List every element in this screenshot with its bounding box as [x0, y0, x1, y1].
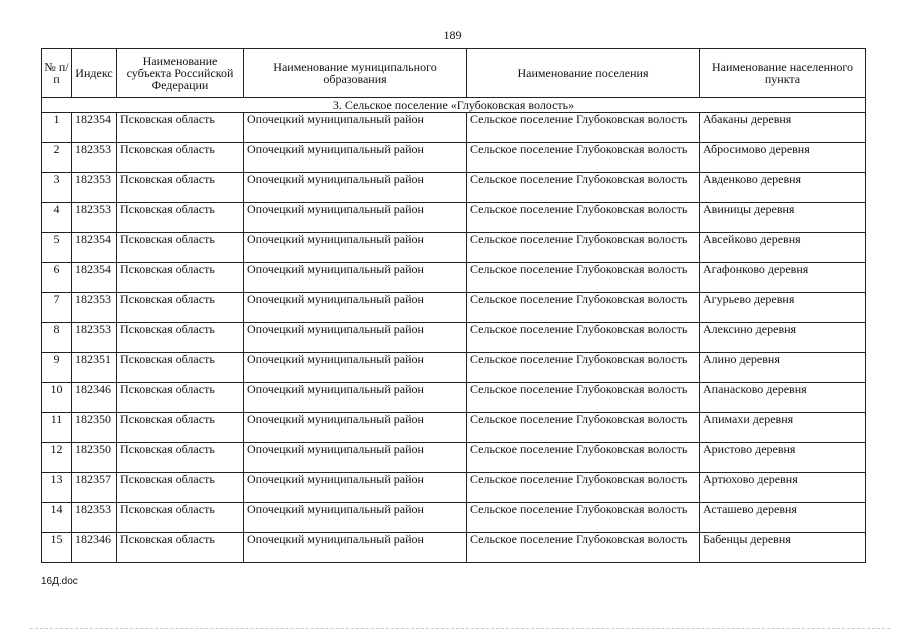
- cell-index: 182353: [72, 323, 117, 353]
- cell-settlement: Сельское поселение Глубоковская волость: [467, 293, 700, 323]
- cell-settlement: Сельское поселение Глубоковская волость: [467, 443, 700, 473]
- cell-locality: Авденково деревня: [700, 173, 866, 203]
- table-row: [42, 443, 866, 473]
- header-settlement: Наименование поселения: [467, 49, 700, 98]
- cell-subject: Псковская область: [117, 263, 244, 293]
- header-subject: Наименование субъекта Российской Федерации: [117, 49, 244, 98]
- cell-locality: Аристово деревня: [700, 443, 866, 473]
- cell-subject: Псковская область: [117, 293, 244, 323]
- table-row: [42, 533, 866, 563]
- cell-locality: Апанасково деревня: [700, 383, 866, 413]
- cell-municipality: Опочецкий муниципальный район: [244, 353, 467, 383]
- table-row: [42, 203, 866, 233]
- cell-locality: Авиницы деревня: [700, 203, 866, 233]
- cell-settlement: Сельское поселение Глубоковская волость: [467, 203, 700, 233]
- cell-locality: Абросимово деревня: [700, 143, 866, 173]
- cell-index: 182353: [72, 503, 117, 533]
- cell-settlement: Сельское поселение Глубоковская волость: [467, 473, 700, 503]
- cell-municipality: Опочецкий муниципальный район: [244, 383, 467, 413]
- settlements-table: [41, 48, 866, 563]
- cell-subject: Псковская область: [117, 443, 244, 473]
- cell-locality: Бабенцы деревня: [700, 533, 866, 563]
- cell-locality: Апимахи деревня: [700, 413, 866, 443]
- cell-index: 182353: [72, 203, 117, 233]
- cell-settlement: Сельское поселение Глубоковская волость: [467, 113, 700, 143]
- table-header-row: [42, 49, 866, 98]
- cell-subject: Псковская область: [117, 353, 244, 383]
- cell-no: 14: [42, 503, 72, 533]
- cell-index: 182353: [72, 173, 117, 203]
- table-row: [42, 503, 866, 533]
- cell-municipality: Опочецкий муниципальный район: [244, 203, 467, 233]
- section-row: [42, 98, 866, 113]
- cell-subject: Псковская область: [117, 173, 244, 203]
- cell-index: 182351: [72, 353, 117, 383]
- cell-municipality: Опочецкий муниципальный район: [244, 293, 467, 323]
- scan-artifact-line: [30, 628, 890, 629]
- cell-subject: Псковская область: [117, 113, 244, 143]
- cell-municipality: Опочецкий муниципальный район: [244, 473, 467, 503]
- cell-no: 7: [42, 293, 72, 323]
- cell-locality: Агурьево деревня: [700, 293, 866, 323]
- cell-subject: Псковская область: [117, 233, 244, 263]
- cell-municipality: Опочецкий муниципальный район: [244, 263, 467, 293]
- cell-settlement: Сельское поселение Глубоковская волость: [467, 353, 700, 383]
- section-title: 3. Сельское поселение «Глубоковская волость»: [42, 98, 866, 113]
- table-row: [42, 263, 866, 293]
- cell-no: 9: [42, 353, 72, 383]
- cell-settlement: Сельское поселение Глубоковская волость: [467, 263, 700, 293]
- table-row: [42, 113, 866, 143]
- cell-locality: Алино деревня: [700, 353, 866, 383]
- cell-municipality: Опочецкий муниципальный район: [244, 533, 467, 563]
- cell-settlement: Сельское поселение Глубоковская волость: [467, 233, 700, 263]
- cell-no: 8: [42, 323, 72, 353]
- cell-municipality: Опочецкий муниципальный район: [244, 143, 467, 173]
- cell-index: 182354: [72, 263, 117, 293]
- cell-no: 11: [42, 413, 72, 443]
- cell-settlement: Сельское поселение Глубоковская волость: [467, 143, 700, 173]
- cell-locality: Авсейково деревня: [700, 233, 866, 263]
- cell-subject: Псковская область: [117, 203, 244, 233]
- header-locality: Наименование населенного пункта: [700, 49, 866, 98]
- cell-no: 13: [42, 473, 72, 503]
- cell-index: 182357: [72, 473, 117, 503]
- cell-index: 182350: [72, 443, 117, 473]
- cell-index: 182350: [72, 413, 117, 443]
- page-number: 189: [443, 28, 462, 42]
- cell-no: 10: [42, 383, 72, 413]
- table-row: [42, 323, 866, 353]
- table-row: [42, 413, 866, 443]
- cell-index: 182354: [72, 113, 117, 143]
- cell-no: 6: [42, 263, 72, 293]
- cell-municipality: Опочецкий муниципальный район: [244, 233, 467, 263]
- header-municipality: Наименование муниципального образования: [244, 49, 467, 98]
- cell-subject: Псковская область: [117, 413, 244, 443]
- cell-locality: Асташево деревня: [700, 503, 866, 533]
- table-row: [42, 233, 866, 263]
- footer-doc-filename: 16Д.doc: [41, 576, 78, 587]
- cell-subject: Псковская область: [117, 533, 244, 563]
- cell-settlement: Сельское поселение Глубоковская волость: [467, 533, 700, 563]
- header-index: Индекс: [72, 49, 117, 98]
- cell-no: 3: [42, 173, 72, 203]
- cell-municipality: Опочецкий муниципальный район: [244, 413, 467, 443]
- cell-settlement: Сельское поселение Глубоковская волость: [467, 173, 700, 203]
- cell-municipality: Опочецкий муниципальный район: [244, 323, 467, 353]
- cell-locality: Алексино деревня: [700, 323, 866, 353]
- cell-no: 4: [42, 203, 72, 233]
- table-row: [42, 143, 866, 173]
- cell-subject: Псковская область: [117, 473, 244, 503]
- cell-municipality: Опочецкий муниципальный район: [244, 443, 467, 473]
- cell-municipality: Опочецкий муниципальный район: [244, 113, 467, 143]
- table-row: [42, 473, 866, 503]
- cell-index: 182346: [72, 533, 117, 563]
- cell-locality: Абаканы деревня: [700, 113, 866, 143]
- cell-settlement: Сельское поселение Глубоковская волость: [467, 413, 700, 443]
- cell-no: 15: [42, 533, 72, 563]
- cell-index: 182354: [72, 233, 117, 263]
- cell-no: 1: [42, 113, 72, 143]
- cell-subject: Псковская область: [117, 503, 244, 533]
- cell-subject: Псковская область: [117, 323, 244, 353]
- table-row: [42, 383, 866, 413]
- cell-index: 182353: [72, 143, 117, 173]
- cell-no: 2: [42, 143, 72, 173]
- cell-locality: Артюхово деревня: [700, 473, 866, 503]
- cell-settlement: Сельское поселение Глубоковская волость: [467, 383, 700, 413]
- cell-index: 182353: [72, 293, 117, 323]
- cell-subject: Псковская область: [117, 383, 244, 413]
- cell-subject: Псковская область: [117, 143, 244, 173]
- table-row: [42, 353, 866, 383]
- cell-settlement: Сельское поселение Глубоковская волость: [467, 503, 700, 533]
- cell-index: 182346: [72, 383, 117, 413]
- cell-locality: Агафонково деревня: [700, 263, 866, 293]
- cell-no: 5: [42, 233, 72, 263]
- cell-municipality: Опочецкий муниципальный район: [244, 503, 467, 533]
- table-row: [42, 293, 866, 323]
- table-row: [42, 173, 866, 203]
- header-no: № п/п: [42, 49, 72, 98]
- cell-no: 12: [42, 443, 72, 473]
- cell-municipality: Опочецкий муниципальный район: [244, 173, 467, 203]
- cell-settlement: Сельское поселение Глубоковская волость: [467, 323, 700, 353]
